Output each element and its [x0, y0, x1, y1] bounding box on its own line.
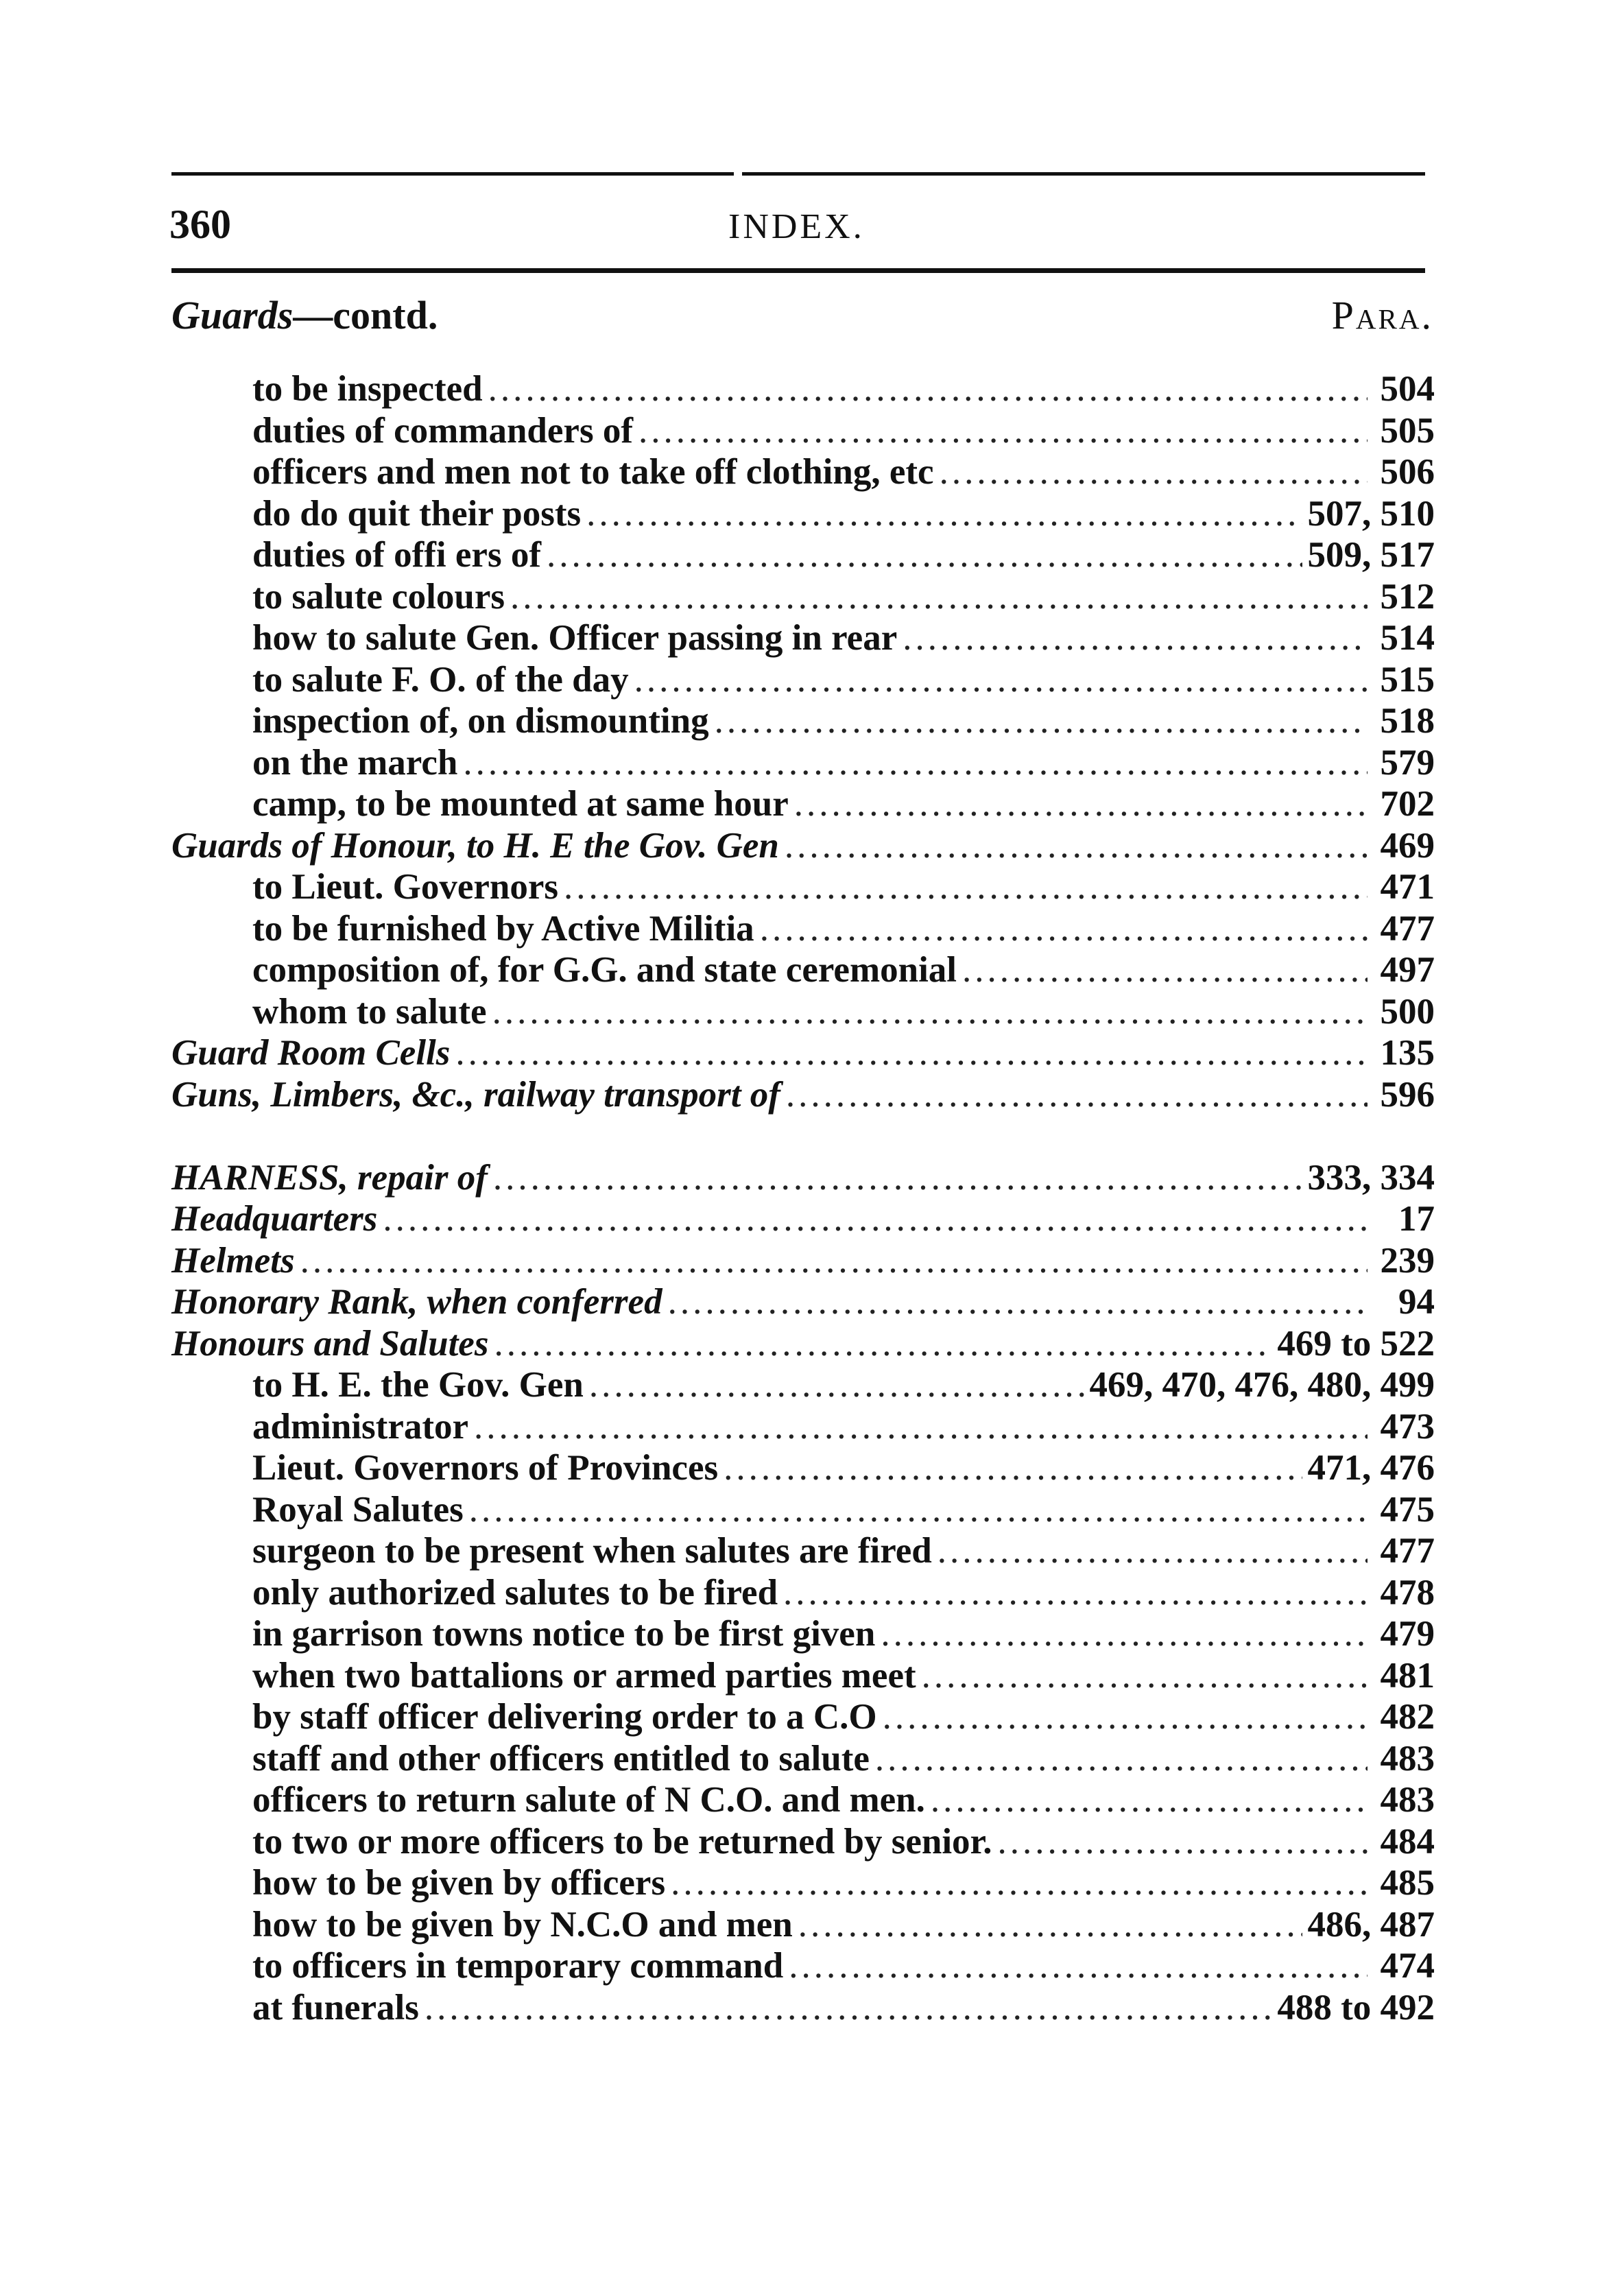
paragraph-reference: 482	[1380, 1697, 1435, 1737]
dot-leader	[881, 1613, 1368, 1655]
entry-label: Helmets	[171, 1240, 295, 1281]
dot-leader	[463, 742, 1368, 784]
entry-label: Honours and Salutes	[171, 1323, 489, 1364]
paragraph-reference: 514	[1380, 618, 1435, 658]
running-head: INDEX.	[728, 207, 865, 246]
index-list	[171, 368, 1435, 2028]
entry-label: Honorary Rank, when conferred	[171, 1282, 662, 1322]
entry-label: Headquarters	[171, 1199, 378, 1239]
paragraph-reference: 477	[1380, 1531, 1435, 1571]
entry-label: officers and men not to take off clothing, etc	[252, 452, 934, 492]
entry-label: how to be given by officers	[252, 1863, 666, 1903]
entry-label: inspection of, on dismounting	[252, 701, 709, 741]
dot-leader	[589, 1364, 1084, 1406]
paragraph-reference: 483	[1380, 1780, 1435, 1820]
index-subentry	[171, 1655, 1435, 1697]
index-subentry	[171, 1572, 1435, 1614]
header-rule-bottom	[171, 268, 1425, 273]
dot-leader	[668, 1281, 1368, 1323]
entry-label: Guns, Limbers, &c., railway transport of	[171, 1074, 780, 1115]
dot-leader	[634, 659, 1368, 701]
heading-term: Guards	[171, 293, 294, 337]
entry-label: HARNESS, repair of	[171, 1157, 488, 1198]
paragraph-reference: 702	[1380, 784, 1435, 824]
entry-label: to H. E. the Gov. Gen	[252, 1365, 584, 1405]
entry-label: Lieut. Governors of Provinces	[252, 1448, 719, 1488]
entry-label: officers to return salute of N C.O. and men.	[252, 1780, 925, 1820]
dot-leader	[940, 451, 1368, 493]
entry-label: Guard Room Cells	[171, 1033, 451, 1073]
paragraph-reference: 500	[1380, 991, 1435, 1032]
entry-label: on the march	[252, 742, 458, 783]
dot-leader	[724, 1447, 1302, 1489]
paragraph-reference: 509, 517	[1307, 535, 1435, 575]
dot-leader	[474, 1406, 1368, 1448]
index-subentry	[171, 700, 1435, 742]
dot-leader	[425, 1987, 1271, 2029]
dot-leader	[875, 1738, 1368, 1780]
paragraph-reference: 94	[1398, 1282, 1435, 1322]
paragraph-reference: 478	[1380, 1572, 1435, 1613]
index-subentry	[171, 866, 1435, 908]
paragraph-reference: 504	[1380, 369, 1435, 409]
continued-heading	[171, 292, 1433, 340]
index-subentry	[171, 1738, 1435, 1780]
paragraph-reference: 477	[1380, 908, 1435, 949]
paragraph-reference: 486, 487	[1307, 1904, 1435, 1945]
index-subentry	[171, 410, 1435, 452]
entry-label: how to be given by N.C.O and men	[252, 1904, 793, 1945]
paragraph-reference: 239	[1380, 1240, 1435, 1281]
entry-label: to be inspected	[252, 369, 483, 409]
dot-leader	[488, 368, 1368, 410]
dot-leader	[789, 1945, 1368, 1987]
index-subentry	[171, 991, 1435, 1033]
paragraph-reference: 483	[1380, 1738, 1435, 1779]
paragraph-reference: 507, 510	[1307, 493, 1435, 534]
entry-label: to salute F. O. of the day	[252, 659, 629, 700]
dot-leader	[794, 783, 1368, 825]
index-subentry	[171, 1406, 1435, 1448]
entry-label: when two battalions or armed parties meet	[252, 1655, 916, 1696]
index-entry	[171, 1074, 1435, 1116]
entry-label: by staff officer delivering order to a C.O	[252, 1697, 877, 1737]
paragraph-reference: 515	[1380, 659, 1435, 700]
paragraph-reference: 579	[1380, 742, 1435, 783]
paragraph-reference: 506	[1380, 452, 1435, 492]
paragraph-reference: 479	[1380, 1614, 1435, 1654]
index-entry	[171, 1198, 1435, 1240]
index-subentry	[171, 1530, 1435, 1572]
index-subentry	[171, 493, 1435, 535]
entry-label: administrator	[252, 1406, 469, 1447]
entry-label: composition of, for G.G. and state ceremonial	[252, 950, 957, 990]
paragraph-reference: 484	[1380, 1821, 1435, 1862]
column-label-para: Para.	[1331, 293, 1433, 337]
header-rule-right	[742, 172, 1425, 176]
dot-leader	[383, 1198, 1368, 1240]
entry-label: in garrison towns notice to be first given	[252, 1614, 876, 1654]
dot-leader	[715, 700, 1368, 742]
entry-label: do do quit their posts	[252, 493, 582, 534]
index-subentry	[171, 534, 1435, 576]
entry-label: surgeon to be present when salutes are fired	[252, 1531, 932, 1571]
paragraph-reference: 512	[1380, 576, 1435, 617]
dot-leader	[469, 1489, 1368, 1531]
paragraph-reference: 135	[1380, 1033, 1435, 1073]
index-subentry	[171, 617, 1435, 659]
index-entry	[171, 1157, 1435, 1199]
dot-leader	[493, 1157, 1302, 1199]
section-gap	[171, 1115, 1435, 1157]
dot-leader	[638, 410, 1368, 452]
index-entry	[171, 825, 1435, 867]
header-rule-left	[171, 172, 734, 176]
paragraph-reference: 518	[1380, 701, 1435, 741]
paragraph-reference: 474	[1380, 1946, 1435, 1986]
index-subentry	[171, 949, 1435, 991]
paragraph-reference: 17	[1398, 1199, 1435, 1239]
dot-leader	[783, 1572, 1368, 1614]
index-subentry	[171, 1364, 1435, 1406]
entry-label: how to salute Gen. Officer passing in rear	[252, 618, 898, 658]
index-subentry	[171, 1945, 1435, 1987]
entry-label: Royal Salutes	[252, 1489, 464, 1530]
index-entry	[171, 1281, 1435, 1323]
entry-label: at funerals	[252, 1987, 419, 2028]
dot-leader	[903, 617, 1368, 659]
index-subentry	[171, 1696, 1435, 1738]
entry-label: duties of offi ers of	[252, 535, 541, 575]
dot-leader	[547, 534, 1302, 576]
paragraph-reference: 505	[1380, 410, 1435, 451]
index-subentry	[171, 368, 1435, 410]
entry-label: to be furnished by Active Militia	[252, 908, 754, 949]
index-subentry	[171, 1904, 1435, 1946]
heading-continued: —contd.	[293, 293, 438, 337]
paragraph-reference: 475	[1380, 1489, 1435, 1530]
index-subentry	[171, 1862, 1435, 1904]
dot-leader	[798, 1904, 1302, 1946]
entry-label: duties of commanders of	[252, 410, 633, 451]
index-subentry	[171, 742, 1435, 784]
index-subentry	[171, 908, 1435, 950]
paragraph-reference: 488 to 492	[1277, 1987, 1435, 2028]
index-entry	[171, 1240, 1435, 1282]
dot-leader	[300, 1240, 1368, 1282]
paragraph-reference: 485	[1380, 1863, 1435, 1903]
index-subentry	[171, 783, 1435, 825]
dot-leader	[786, 1074, 1368, 1116]
paragraph-reference: 333, 334	[1307, 1157, 1435, 1198]
dot-leader	[494, 1323, 1271, 1365]
paragraph-reference: 481	[1380, 1655, 1435, 1696]
paragraph-reference: 596	[1380, 1074, 1435, 1115]
dot-leader	[962, 949, 1368, 991]
dot-leader	[938, 1530, 1368, 1572]
index-entry	[171, 1032, 1435, 1074]
entry-label: only authorized salutes to be fired	[252, 1572, 778, 1613]
dot-leader	[883, 1696, 1368, 1738]
index-subentry	[171, 1489, 1435, 1531]
dot-leader	[510, 576, 1368, 618]
dot-leader	[671, 1862, 1368, 1904]
index-entry	[171, 1323, 1435, 1365]
dot-leader	[931, 1779, 1368, 1821]
entry-label: to salute colours	[252, 576, 505, 617]
entry-label: Guards of Honour, to H. E the Gov. Gen	[171, 825, 779, 866]
index-subentry	[171, 576, 1435, 618]
index-subentry	[171, 659, 1435, 701]
index-subentry	[171, 1613, 1435, 1655]
index-subentry	[171, 1987, 1435, 2029]
entry-label: to Lieut. Governors	[252, 867, 559, 907]
paragraph-reference: 469, 470, 476, 480, 499	[1089, 1365, 1435, 1405]
page-number: 360	[169, 202, 231, 247]
entry-label: to two or more officers to be returned by senior.	[252, 1821, 992, 1862]
index-subentry	[171, 1821, 1435, 1863]
dot-leader	[586, 493, 1302, 535]
paragraph-reference: 469 to 522	[1277, 1323, 1435, 1364]
index-subentry	[171, 451, 1435, 493]
paragraph-reference: 497	[1380, 950, 1435, 990]
dot-leader	[455, 1032, 1368, 1074]
entry-label: whom to salute	[252, 991, 487, 1032]
dot-leader	[760, 908, 1368, 950]
entry-label: staff and other officers entitled to salute	[252, 1738, 870, 1779]
dot-leader	[492, 991, 1368, 1033]
dot-leader	[922, 1655, 1368, 1697]
dot-leader	[564, 866, 1368, 908]
paragraph-reference: 473	[1380, 1406, 1435, 1447]
dot-leader	[997, 1821, 1368, 1863]
paragraph-reference: 471	[1380, 867, 1435, 907]
paragraph-reference: 469	[1380, 825, 1435, 866]
entry-label: to officers in temporary command	[252, 1946, 784, 1986]
index-subentry	[171, 1447, 1435, 1489]
paragraph-reference: 471, 476	[1307, 1448, 1435, 1488]
dot-leader	[785, 825, 1368, 867]
index-subentry	[171, 1779, 1435, 1821]
entry-label: camp, to be mounted at same hour	[252, 784, 789, 824]
